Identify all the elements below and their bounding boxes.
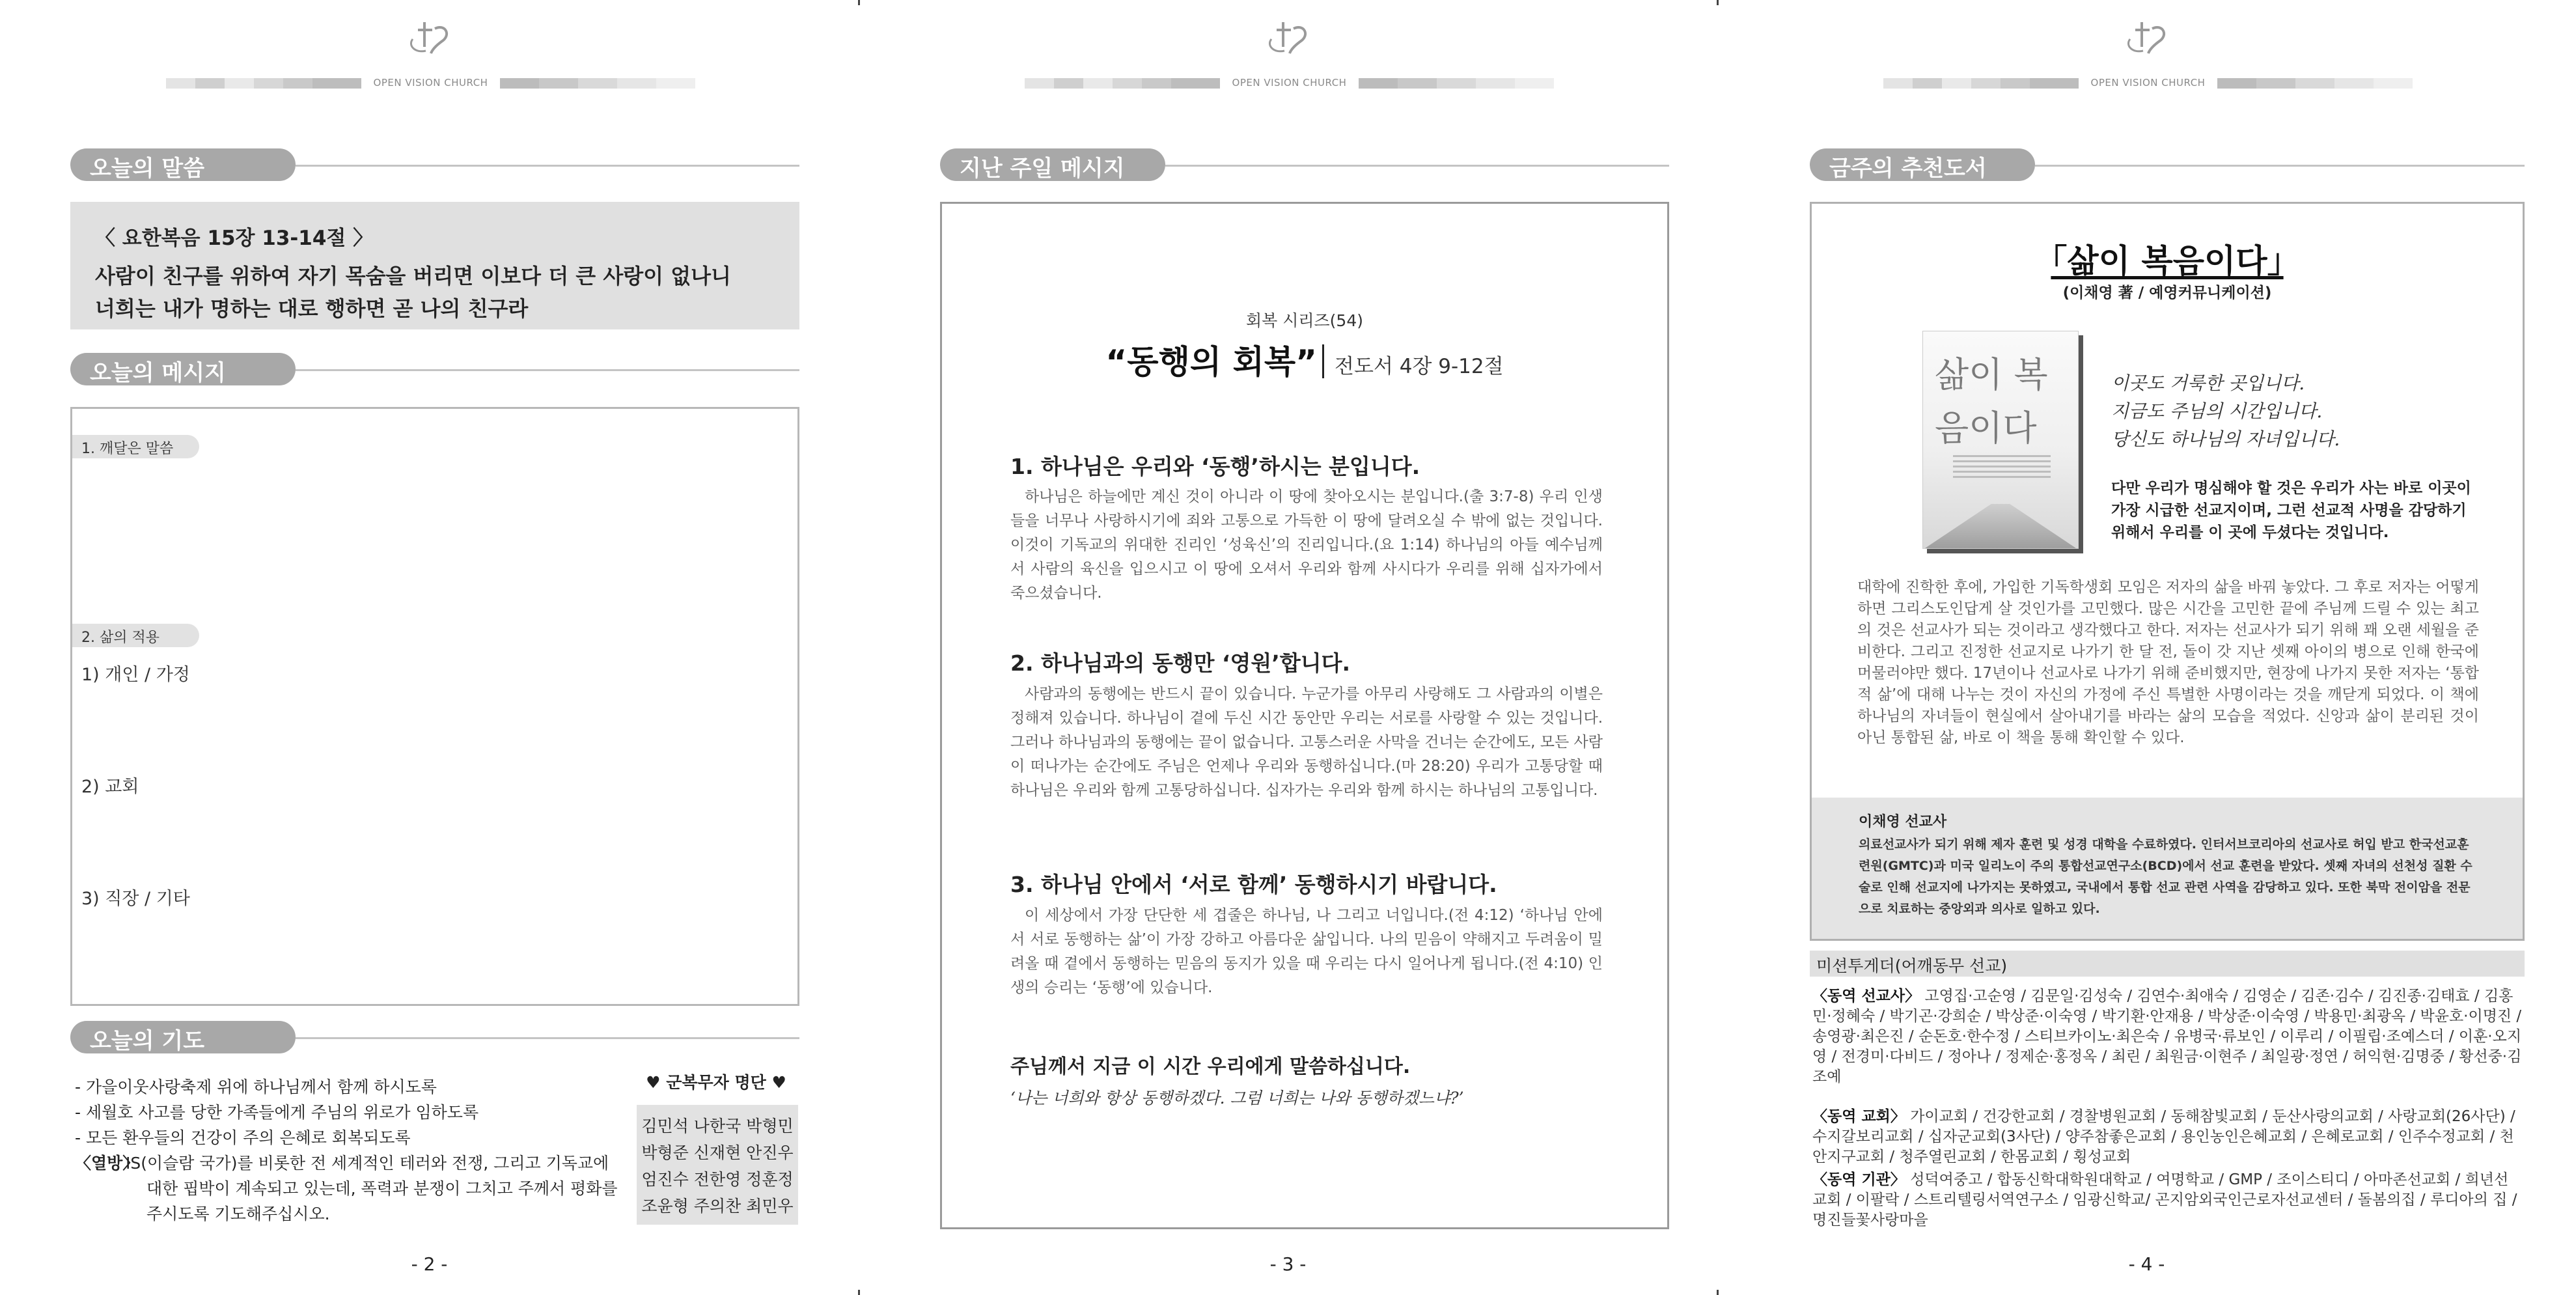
- soldiers-list-title: ♥ 군복무자 명단 ♥: [646, 1073, 786, 1092]
- cover-fine-print: [1953, 455, 2051, 481]
- header-text: OPEN VISION CHURCH: [1232, 77, 1347, 89]
- church-logo-icon: [406, 20, 453, 56]
- mission-together-title: 미션투게더(어깨동무 선교): [1810, 951, 2525, 977]
- book-poem: [2111, 369, 2340, 453]
- section-rule: [296, 1037, 799, 1039]
- page-header: [0, 20, 859, 89]
- tag-life-application: 2. 삶의 적용: [72, 624, 199, 647]
- page-number: - 3 -: [1269, 1253, 1307, 1275]
- author-name: 이채영 선교사: [1859, 814, 1947, 830]
- book-description: 대학에 진학한 후에, 가입한 기독학생회 모임은 저자의 삶을 바꿔 놓았다. 그 후로 저자는 어떻게 하면 그리스도인답게 살 것인가를 고민했다. 많은 시간을 고민한 끝에 주님께 드릴 수 있는 최고의 것은 선교사가 되는 것이라고 생각했다고 한다. 저자는 선교사가 되기 위해 꽤 오랜 세월을 준비한다. 그리고 진정한 선교지로 나가기 한 달 전, 돌이 갓 지난 셋째 아이의 병으로 인해 한국에 머물러야만 했다. 17년이나 선교사로 나가기 위해 준비했지만, 현장에 나가지 못한 저자는 ‘통합적 삶’에 대해 나누는 것이 자신의 가정에 주신 특별한 사명이라는 것을 깨닫게 되었다. 이 책에 하나님의 자녀들이 현실에서 살아내기를 바라는 삶의 모습을 적었다. 신앙과 삶이 분리된 것이 아닌 통합된 삶, 바로 이 책을 통해 확인할 수 있다.: [1857, 579, 2479, 746]
- book-author-publisher: (이채영 著 / 예영커뮤니케이션): [2062, 285, 2272, 301]
- mission-group-label: 〈동역 선교사〉: [1812, 988, 1920, 1005]
- application-church: 2) 교회: [81, 777, 139, 797]
- header-bar-right: [2217, 78, 2413, 89]
- header-bar-left: [1883, 78, 2079, 89]
- mission-group-label: 〈동역 교회〉: [1812, 1108, 1905, 1125]
- sermon-point-body: 이 세상에서 가장 단단한 세 겹줄은 하나님, 나 그리고 너입니다.(전 4:12) ‘하나님 안에서 서로 동행하는 삶’이 가장 강하고 아름다운 삶입니다. 나의 믿음이 약해지고 두려움이 밀려올 때 곁에서 동행하는 믿음의 동지가 있을 때 우리는 다시 일어나게 됩니다.(전 4:10) 인생의 승리는 ‘동행’에 있습니다.: [1010, 907, 1603, 996]
- prayer-item: - 세월호 사고를 당한 가족들에게 주님의 위로가 임하도록: [75, 1103, 479, 1122]
- section-rule: [2035, 165, 2525, 167]
- mission-group-text: 가이교회 / 건강한교회 / 경찰병원교회 / 동해참빛교회 / 둔산사랑의교회 / 사랑교회(26사단) / 수지갈보리교회 / 십자군교회(3사단) / 양주참좋은교회 / 용인농인은혜교회 / 은혜로교회 / 인주수정교회 / 천안지구교회 / 청주열린교회 / 한몸교회 / 횡성교회: [1812, 1108, 2515, 1165]
- soldiers-list: [637, 1105, 798, 1225]
- section-rule: [296, 369, 799, 371]
- prayer-nations-label: 〈열방〉: [75, 1154, 139, 1173]
- sermon-title: “동행의 회복”: [1105, 343, 1318, 381]
- sermon-series: 회복 시리즈(54): [1245, 311, 1363, 330]
- church-logo-icon: [2124, 20, 2170, 56]
- sermon-box: [940, 202, 1669, 1229]
- prayer-nations-line: 주시도록 기도해주십시오.: [146, 1204, 330, 1223]
- prayer-item: - 모든 환우들의 건강이 주의 은혜로 회복되도록: [75, 1128, 411, 1147]
- church-logo-icon: [1265, 20, 1312, 56]
- poem-line: 이곳도 거룩한 곳입니다.: [2111, 372, 2305, 394]
- scripture-line: 사람이 친구를 위하여 자기 목숨을 버리면 이보다 더 큰 사랑이 없나니: [95, 264, 731, 288]
- sermon-title-line: [942, 336, 1667, 383]
- page-number: - 2 -: [411, 1253, 448, 1275]
- book-highlight: 다만 우리가 명심해야 할 것은 우리가 사는 바로 이곳이 가장 시급한 선교지이며, 그런 선교적 사명을 감당하기 위해서 우리를 이 곳에 두셨다는 것입니다.: [2111, 480, 2471, 541]
- tag-realized-word: 1. 깨달은 말씀: [72, 435, 199, 458]
- author-bio: 의료선교사가 되기 위해 제자 훈련 및 성경 대학을 수료하였다. 인터서브코리아의 선교사로 허입 받고 한국선교훈련원(GMTC)과 미국 일리노이 주의 통합선교연구소(BCD)에서 선교 훈련을 받았다. 셋째 자녀의 선천성 질환 수술로 인해 선교지에 나가지는 못하였고, 국내에서 통합 선교 관련 사역을 감당하고 있다. 또한 북막 전이암을 전문으로 치료하는 중앙외과 의사로 일하고 있다.: [1859, 837, 2472, 916]
- mission-group-organizations: [1812, 1170, 2522, 1231]
- sermon-point-heading: 1. 하나님은 우리와 ‘동행’하시는 분입니다.: [1010, 454, 1420, 479]
- poem-line: 지금도 주님의 시간입니다.: [2111, 400, 2323, 422]
- mission-group-missionaries: [1812, 986, 2522, 1087]
- book-box: [1810, 202, 2525, 941]
- soldiers-row: 박형준 신재현 안진우: [641, 1143, 794, 1162]
- sermon-point-body: 하나님은 하늘에만 계신 것이 아니라 이 땅에 찾아오시는 분입니다.(출 3:7-8) 우리 인생들을 너무나 사랑하시기에 죄와 고통으로 가득한 이 땅에 달려오실 수 밖에 없는 것입니다. 이것이 기독교의 위대한 진리인 ‘성육신’의 진리입니다.(요 1:14) 하나님의 아들 예수님께서 사람의 육신을 입으시고 이 땅에 오셔서 우리와 함께 사시다가 우리를 위해 십자가에서 죽으셨습니다.: [1010, 488, 1603, 602]
- mission-group-text: 성덕여중고 / 합동신학대학원대학교 / 여명학교 / GMP / 조이스티디 / 아마존선교회 / 희년선교회 / 이팔락 / 스트리텔링서역연구소 / 임광신학교/ 곤지암외국인근로자선교센터 / 돌봄의집 / 루디아의 집 / 명진들꽃사랑마을: [1812, 1171, 2517, 1229]
- sermon-point-heading: 3. 하나님 안에서 ‘서로 함께’ 동행하시기 바랍니다.: [1010, 872, 1497, 897]
- page-header: [1717, 20, 2576, 89]
- message-notes-box: [70, 407, 799, 1006]
- sermon-reference: 전도서 4장 9-12절: [1335, 355, 1504, 378]
- section-rule: [1165, 165, 1669, 167]
- mission-group-churches: [1812, 1107, 2522, 1167]
- page-2: [0, 0, 859, 1295]
- book-title: ｢삶이 복음이다｣: [2051, 242, 2284, 280]
- soldiers-row: 조윤형 주의찬 최민우: [641, 1197, 794, 1216]
- cover-road: [1923, 504, 2078, 549]
- section-header-today-message: 오늘의 메시지: [70, 353, 296, 385]
- title-divider: [1322, 344, 1324, 378]
- book-cover-image: [1922, 331, 2079, 549]
- author-box: [1812, 798, 2523, 939]
- scripture-box: [70, 202, 799, 329]
- header-bar-right: [500, 78, 695, 89]
- prayer-item: - 가을이웃사랑축제 위에 하나님께서 함께 하시도록: [75, 1078, 437, 1096]
- sermon-closing: 주님께서 지금 이 시간 우리에게 말씀하십니다.: [1010, 1055, 1411, 1078]
- poem-line: 당신도 하나님의 자녀입니다.: [2111, 428, 2340, 450]
- page-number: - 4 -: [2128, 1253, 2165, 1275]
- header-text: OPEN VISION CHURCH: [2090, 77, 2206, 89]
- section-header-recommended-book: 금주의 추천도서: [1810, 148, 2035, 181]
- section-header-today-prayer: 오늘의 기도: [70, 1021, 296, 1053]
- soldiers-row: 김민석 나한국 박형민: [641, 1117, 794, 1135]
- section-rule: [296, 165, 799, 167]
- soldiers-row: 엄진수 전한영 정훈정: [641, 1170, 794, 1189]
- header-bar-left: [166, 78, 361, 89]
- sermon-point-heading: 2. 하나님과의 동행만 ‘영원’합니다.: [1010, 650, 1350, 676]
- prayer-nations-line: IS(이슬람 국가)를 비롯한 전 세계적인 테러와 전쟁, 그리고 기독교에: [126, 1154, 609, 1173]
- prayer-nations-line: 대한 핍박이 계속되고 있는데, 폭력과 분쟁이 그치고 주께서 평화를: [146, 1179, 618, 1198]
- header-text: OPEN VISION CHURCH: [373, 77, 488, 89]
- scripture-reference: 〈 요한복음 15장 13-14절 〉: [95, 227, 374, 250]
- application-work: 3) 직장 / 기타: [81, 889, 190, 909]
- section-header-today-word: 오늘의 말씀: [70, 148, 296, 181]
- mission-group-text: 고영집·고순영 / 김문일·김성숙 / 김연수·최애숙 / 김영순 / 김존·김수 / 김진종·김태효 / 김홍민·정혜숙 / 박기곤·강희순 / 박상준·이숙영 / 박기환·안재용 / 박상준·이숙영 / 박용민·최광옥 / 박윤호·이명진 / 송영광·최은진 / 순돈호·한수정 / 스티브카이노·최은숙 / 유병국·류보인 / 이루리 / 이필립·조예스더 / 이훈·오지영 / 전경미·다비드 / 정아나 / 정제순·홍정옥 / 최린 / 최원금·이현주 / 최일광·정연 / 허익현·김명중 / 황선중·김조예: [1812, 988, 2522, 1085]
- sermon-point-body: 사람과의 동행에는 반드시 끝이 있습니다. 누군가를 아무리 사랑해도 그 사람과의 이별은 정해져 있습니다. 하나님이 곁에 두신 시간 동안만 우리는 서로를 사랑할 수 있는 것입니다. 그러나 하나님과의 동행에는 끝이 없습니다. 고통스러운 사막을 건너는 순간에도, 모든 사람이 떠나가는 순간에도 주님은 언제나 우리와 동행하십니다.(마 28:20) 우리가 고통당할 때 하나님은 우리와 함께 고통당하십니다. 십자가는 우리와 함께 하시는 하나님의 고통입니다.: [1010, 686, 1603, 799]
- sermon-closing-quote: ‘나는 너희와 항상 동행하겠다. 그럼 너희는 나와 동행하겠느냐?’: [1010, 1089, 1464, 1107]
- mission-group-label: 〈동역 기관〉: [1812, 1171, 1905, 1188]
- scripture-line: 너희는 내가 명하는 대로 행하면 곧 나의 친구라: [95, 296, 529, 321]
- application-personal: 1) 개인 / 가정: [81, 665, 190, 685]
- header-bar-left: [1025, 78, 1220, 89]
- page-header: [859, 20, 1717, 89]
- book-cover-title: 삶이 복음이다: [1935, 354, 2048, 449]
- section-header-last-sermon: 지난 주일 메시지: [940, 148, 1165, 181]
- header-bar-right: [1359, 78, 1554, 89]
